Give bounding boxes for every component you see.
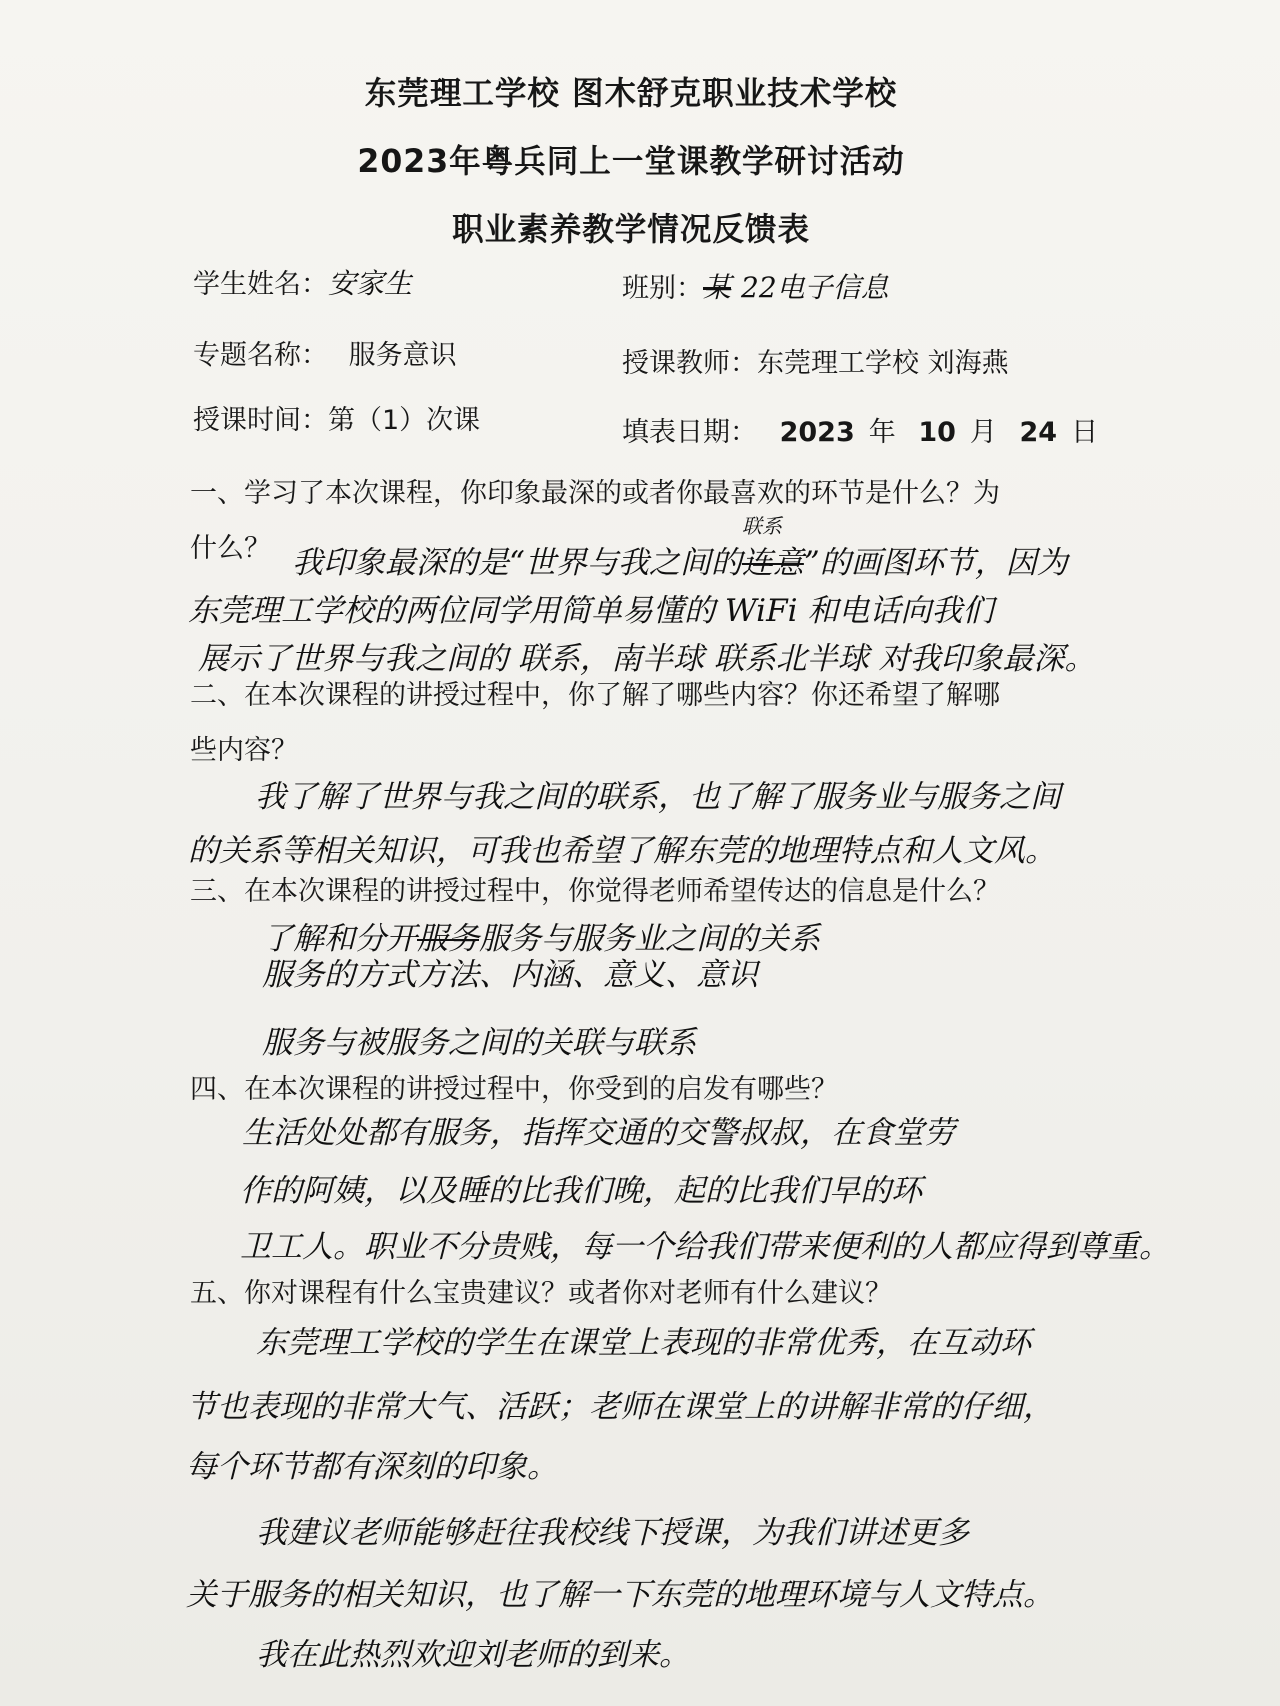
date-month-unit: 月 (969, 417, 997, 448)
answer-1-line1 (292, 545, 1068, 581)
answer-5-line5: 关于服务的相关知识，也了解一下东莞的地理环境与人文特点。 (186, 1577, 1054, 1613)
answer-3-line3: 服务与被服务之间的关联与联系 (262, 1025, 696, 1061)
answer-1-line1-text: 我印象最深的是“世界与我之间的 (292, 545, 742, 581)
date-label: 填表日期： (622, 417, 757, 448)
student-name-label: 学生姓名： (193, 269, 328, 300)
answer-5-line2: 节也表现的非常大气、活跃；老师在课堂上的讲解非常的仔细， (186, 1389, 1054, 1425)
question-5 (190, 1278, 1190, 1309)
question-4-line1: 四、在本次课程的讲授过程中，你受到的启发有哪些？ (190, 1074, 838, 1105)
answer-2-line2: 的关系等相关知识，可我也希望了解东莞的地理特点和人文风。 (188, 833, 1056, 869)
answer-5-line1: 东莞理工学校的学生在课堂上表现的非常优秀，在互动环 (256, 1325, 1031, 1361)
topic-label: 专题名称： (193, 340, 328, 371)
date-month: 10 (918, 417, 956, 448)
answer-4-line3: 卫工人。职业不分贵贱，每一个给我们带来便利的人都应得到尊重。 (240, 1229, 1170, 1265)
date-day-unit: 日 (1071, 417, 1099, 448)
answer-2-line1: 我了解了世界与我之间的联系，也了解了服务业与服务之间 (255, 779, 1061, 815)
answer-5-line4: 我建议老师能够赶往我校线下授课，为我们讲述更多 (256, 1515, 969, 1551)
date-day: 24 (1019, 417, 1058, 448)
school-names: 东莞理工学校 图木舒克职业技术学校 (364, 74, 898, 112)
time-label: 授课时间： (193, 405, 328, 436)
topic-field (193, 333, 457, 372)
question-2 (190, 680, 1190, 766)
answer-1-struck-text: 连意 (741, 545, 804, 581)
question-5-line1: 五、你对课程有什么宝贵建议？或者你对老师有什么建议？ (190, 1278, 892, 1309)
answer-1-insertion: 联系 (742, 514, 782, 538)
answer-3-line2: 服务的方式方法、内涵、意义、意识 (262, 957, 758, 993)
time-value: 第（1）次课 (328, 405, 481, 436)
question-1-line1: 一、学习了本次课程，你印象最深的或者你最喜欢的环节是什么？为 (190, 478, 1000, 509)
answer-3-line1 (262, 921, 820, 957)
question-2-line2: 些内容？ (190, 735, 298, 767)
answer-1-line2: 东莞理工学校的两位同学用简单易懂的 WiFi 和电话向我们 (188, 593, 994, 629)
date-year-unit: 年 (868, 417, 896, 448)
teacher-value: 东莞理工学校 刘海燕 (757, 348, 1009, 379)
answer-3-line1-pre: 了解和分开 (262, 921, 417, 957)
answer-1-line3: 展示了世界与我之间的 联系，南半球 联系北半球 对我印象最深。 (198, 641, 1096, 677)
event-title: 2023年粤兵同上一堂课教学研讨活动 (357, 142, 905, 180)
form-title: 职业素养教学情况反馈表 (452, 210, 810, 248)
teacher-label: 授课教师： (622, 348, 757, 379)
topic-value: 服务意识 (348, 340, 457, 371)
date-year: 2023 (779, 417, 855, 448)
answer-1-line1-tail: ”的画图环节，因为 (803, 545, 1068, 581)
question-2-line1: 二、在本次课程的讲授过程中，你了解了哪些内容？你还希望了解哪 (190, 680, 1000, 711)
class-value: 22电子信息 (741, 271, 889, 304)
time-field (193, 398, 480, 437)
answer-4-line1: 生活处处都有服务，指挥交通的交警叔叔，在食堂劳 (242, 1115, 955, 1151)
answer-4-line2: 作的阿姨，以及睡的比我们晚，起的比我们早的环 (240, 1173, 922, 1209)
answer-5-line3: 每个环节都有深刻的印象。 (186, 1449, 558, 1485)
question-1-line2: 什么？ (190, 533, 271, 565)
class-struck-text: 某 (703, 271, 732, 304)
class-field (622, 266, 889, 306)
date-field (622, 410, 1098, 449)
student-name-field (193, 262, 412, 302)
answer-3-line1-post: 服务与服务业之间的关系 (479, 921, 820, 957)
answer-3-struck-text: 服务 (417, 921, 479, 957)
question-4 (190, 1074, 1190, 1105)
answer-5-line6: 我在此热烈欢迎刘老师的到来。 (256, 1637, 690, 1673)
teacher-field (622, 341, 1009, 380)
question-3 (190, 876, 1190, 907)
student-name-value: 安家生 (328, 267, 413, 300)
class-label: 班别： (622, 273, 703, 304)
question-3-line1: 三、在本次课程的讲授过程中，你觉得老师希望传达的信息是什么？ (190, 876, 1000, 907)
